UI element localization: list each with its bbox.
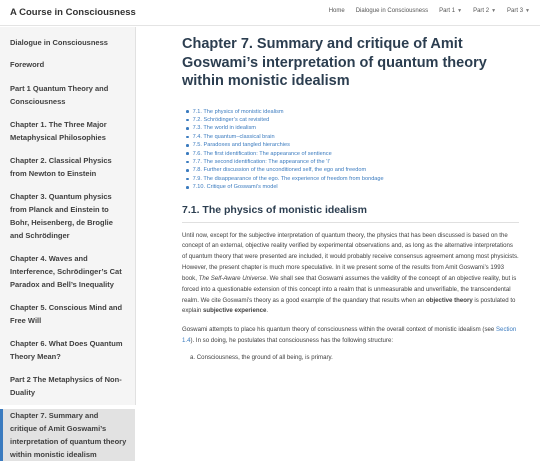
paragraph-text: is postulated to explain — [182, 296, 516, 315]
nav-dialogue[interactable] — [356, 8, 428, 14]
paragraph — [182, 231, 519, 318]
bullet-icon — [186, 144, 189, 147]
toc-item — [182, 175, 519, 183]
sidebar-item-chapter-4[interactable]: Chapter 4. Waves and Interference, Schrödinger’s Cat Paradox and Bell’s Inequality — [10, 254, 122, 289]
sidebar-item-chapter-7[interactable]: Chapter 7. Summary and critique of Amit Goswami’s interpretation of quantum theory within monistic idealism — [0, 409, 135, 461]
sidebar-item-part-1[interactable]: Part 1 Quantum Theory and Consciousness — [10, 84, 109, 106]
nav-part-2[interactable] — [473, 8, 496, 14]
bullet-icon — [186, 152, 189, 155]
nav-home-label: Home — [328, 8, 345, 14]
sidebar-item-chapter-3[interactable]: Chapter 3. Quantum physics from Planck and Einstein to Bohr, Heisenberg, de Broglie and Schrödinger — [10, 192, 113, 240]
nav-dialogue-label: Dialogue in Consciousness — [355, 8, 429, 14]
book-title: The Self-Aware Universe — [198, 274, 267, 282]
nav-part-3[interactable] — [507, 8, 530, 14]
nav-part-3-label: Part 3 — [507, 8, 524, 14]
caret-down-icon: ▼ — [525, 8, 530, 14]
emphasis-text: subjective experience — [203, 307, 267, 315]
sidebar-item-chapter-2[interactable]: Chapter 2. Classical Physics from Newton to Einstein — [10, 156, 112, 178]
paragraph-text: Goswami attempts to place his quantum theory of consciousness within the overall context of monistic idealism (see — [182, 326, 496, 334]
toc-link-7-9[interactable]: 7.9. The disappearance of the ego. The experience of freedom from bondage — [192, 175, 384, 182]
nav-part-1[interactable] — [439, 8, 462, 14]
toc-link-7-2[interactable]: 7.2. Schrödinger’s cat revisited — [192, 116, 270, 123]
chapter-toc — [182, 108, 519, 192]
bullet-icon — [186, 136, 189, 139]
article — [182, 35, 519, 363]
bullet-icon — [186, 119, 189, 122]
nav-home[interactable] — [329, 8, 345, 14]
top-navbar — [0, 0, 540, 26]
paragraph-text: . We shall see that Goswami assumes the validity of the concept of an objective reality, but is forced into a questionable extension of this concept into a realm that is unmeasurable and unverifiable, the transcendental realm. We cite Goswami’s theory as a good example of the quandary that results when an — [182, 274, 517, 304]
toc-item — [182, 166, 519, 174]
nav-part-2-label: Part 2 — [473, 8, 490, 14]
toc-item — [182, 108, 519, 116]
bullet-icon — [186, 127, 189, 130]
sidebar — [0, 27, 136, 459]
toc-item — [182, 150, 519, 158]
toc-item — [182, 183, 519, 191]
toc-link-7-10[interactable]: 7.10. Critique of Goswami’s model — [192, 184, 278, 191]
paragraph-text: . — [266, 307, 269, 315]
toc-link-7-6[interactable]: 7.6. The first identification: The appearance of sentience — [192, 150, 332, 157]
sidebar-item-chapter-6[interactable]: Chapter 6. What Does Quantum Theory Mean? — [10, 339, 123, 361]
sidebar-item-chapter-5[interactable]: Chapter 5. Conscious Mind and Free Will — [10, 303, 123, 325]
emphasis-text: objective theory — [426, 296, 473, 304]
toc-item — [182, 158, 519, 166]
paragraph-text: Until now, except for the subjective interpretation of quantum theory, the physics that has been discussed is based on the concept of an external, objective reality verified by experimental observations and, as long as the alternative interpretations of quantum theory that were presented are included, it would probably receive consensus agreement among most physicists. However, the present chapter is much more speculative. In it we present some of the results from Amit Goswami’s 1993 book, — [182, 231, 519, 282]
bullet-icon — [186, 178, 189, 181]
nav-part-1-label: Part 1 — [439, 8, 456, 14]
toc-item — [182, 133, 519, 141]
site-title[interactable]: A Course in Consciousness — [10, 7, 136, 18]
section-heading: 7.1. The physics of monistic idealism — [182, 204, 519, 223]
top-nav-menu — [318, 8, 530, 14]
bullet-icon — [186, 161, 189, 164]
bullet-icon — [186, 169, 189, 172]
section-link[interactable]: Section 1.4 — [182, 326, 517, 345]
sidebar-item-foreword[interactable]: Foreword — [10, 60, 45, 69]
toc-item — [182, 141, 519, 149]
toc-item — [182, 116, 519, 124]
paragraph — [182, 325, 519, 347]
main-content — [137, 27, 540, 405]
list-item: a. Consciousness, the ground of all being, is primary. — [190, 354, 333, 361]
caret-down-icon: ▼ — [491, 8, 497, 14]
bullet-icon — [186, 110, 189, 113]
page-title: Chapter 7. Summary and critique of Amit Goswami’s interpretation of quantum theory within monistic idealism — [182, 36, 487, 89]
toc-link-7-8[interactable]: 7.8. Further discussion of the unconditioned self, the ego and freedom — [192, 167, 367, 174]
sidebar-item-chapter-1[interactable]: Chapter 1. The Three Major Metaphysical Philosophies — [10, 120, 107, 142]
toc-link-7-7[interactable]: 7.7. The second identification: The appearance of the ‘I’ — [192, 158, 331, 165]
caret-down-icon: ▼ — [457, 8, 463, 14]
toc-item — [182, 124, 519, 132]
toc-link-7-3[interactable]: 7.3. The world in idealism — [192, 125, 256, 132]
toc-link-7-1[interactable]: 7.1. The physics of monistic idealism — [192, 108, 284, 115]
bullet-icon — [186, 186, 189, 189]
sidebar-item-dialogue[interactable]: Dialogue in Consciousness — [10, 38, 108, 47]
sidebar-item-part-2[interactable]: Part 2 The Metaphysics of Non-Duality — [10, 375, 122, 397]
toc-link-7-4[interactable]: 7.4. The quantum–classical brain — [192, 133, 275, 140]
toc-link-7-5[interactable]: 7.5. Paradoxes and tangled hierarchies — [192, 142, 290, 149]
paragraph-text: ). In so doing, he postulates that consciousness has the following structure: — [190, 337, 394, 345]
